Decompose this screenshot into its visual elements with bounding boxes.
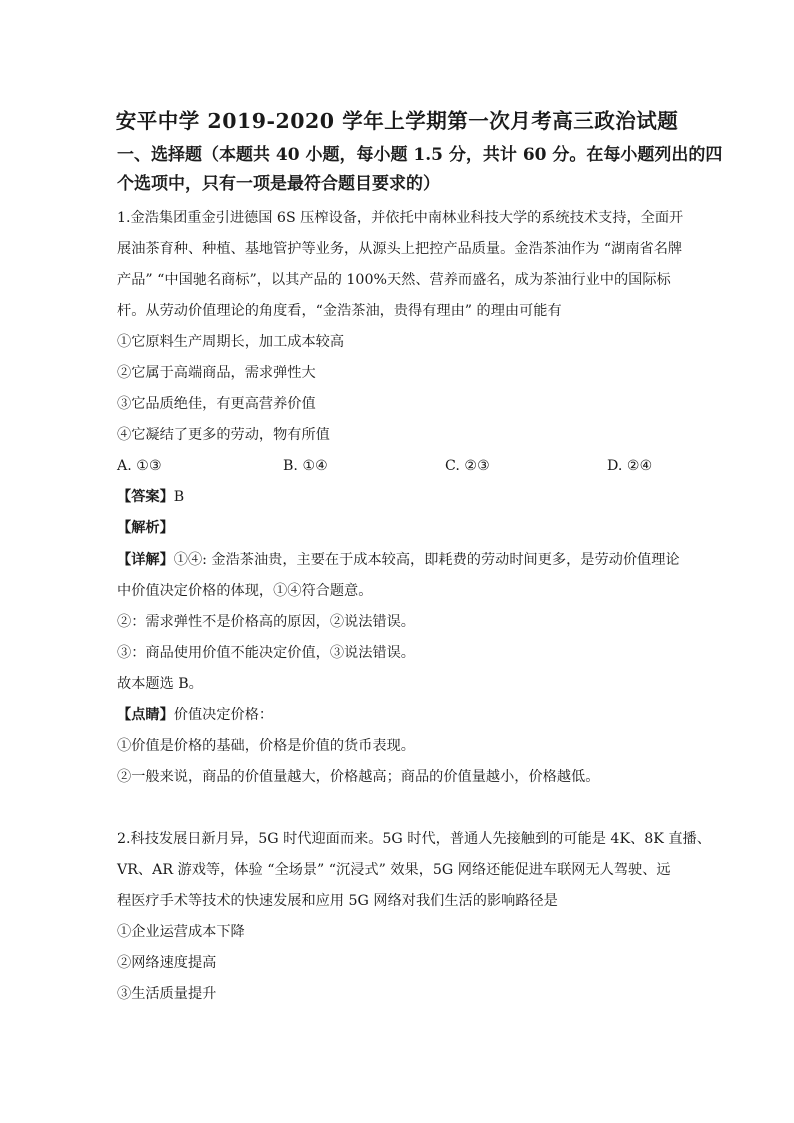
q1-detail-line: 故本题选 B。 [117, 676, 203, 692]
q2-statement: ②网络速度提高 [117, 955, 217, 971]
q1-option-a: A. ①③ [117, 458, 162, 474]
q2-stem-line: 2.科技发展日新月异，5G 时代迎面而来。5G 时代，普通人先接触到的可能是 4K、8K 直播、 [117, 831, 711, 847]
q1-stem-line: 杆。从劳动价值理论的角度看，“金浩茶油，贵得有理由” 的理由可能有 [117, 303, 562, 319]
q2-statement: ③生活质量提升 [117, 986, 217, 1002]
q1-statement: ③它品质绝佳，有更高营养价值 [117, 396, 316, 412]
q1-note-line [117, 705, 273, 725]
q2-stem-line: VR、AR 游戏等，体验 “全场景” “沉浸式” 效果，5G 网络还能促进车联网无人驾驶、远 [117, 862, 671, 878]
note-tag: 【点睛】 [117, 707, 174, 723]
detail-text: ①④: 金浩茶油贵，主要在于成本较高，即耗费的劳动时间更多，是劳动价值理论 [173, 552, 680, 568]
q1-note-line: ②一般来说，商品的价值量越大，价格越高；商品的价值量越小，价格越低。 [117, 769, 600, 785]
page-title: 安平中学 2019-2020 学年上学期第一次月考高三政治试题 [115, 109, 679, 133]
q1-answer [117, 487, 184, 507]
q1-option-c: C. ②③ [445, 458, 490, 474]
q1-stem-line: 展油茶育种、种植、基地管护等业务，从源头上把控产品质量。金浩茶油作为 “湖南省名牌 [117, 241, 683, 257]
q1-statement: ②它属于高端商品，需求弹性大 [117, 365, 316, 381]
q2-stem-line: 程医疗手术等技术的快速发展和应用 5G 网络对我们生活的影响路径是 [117, 893, 558, 909]
q1-stem-line: 产品” “中国驰名商标”，以其产品的 100%天然、营养而盛名，成为茶油行业中的国际标 [117, 272, 671, 288]
q1-detail-line: 中价值决定价格的体现，①④符合题意。 [117, 583, 373, 599]
section-heading-line-1: 一、选择题（本题共 40 小题，每小题 1.5 分，共计 60 分。在每小题列出的四 [117, 145, 723, 165]
q1-detail-line: ③：商品使用价值不能决定价值，③说法错误。 [117, 645, 415, 661]
answer-tag: 【答案】 [117, 489, 174, 505]
q1-option-b: B. ①④ [283, 458, 328, 474]
analysis-tag: 【解析】 [117, 520, 174, 536]
q1-detail-line [117, 550, 680, 570]
q1-statement: ①它原料生产周期长，加工成本较高 [117, 334, 345, 350]
q1-stem-line: 1.金浩集团重金引进德国 6S 压榨设备，并依托中南林业科技大学的系统技术支持，全面开 [117, 210, 684, 226]
q1-statement: ④它凝结了更多的劳动，物有所值 [117, 427, 330, 443]
answer-value: B [173, 489, 185, 505]
detail-tag: 【详解】 [117, 552, 174, 568]
q1-detail-line: ②：需求弹性不是价格高的原因，②说法错误。 [117, 614, 415, 630]
note-text: 价值决定价格： [173, 707, 274, 723]
section-heading-line-2: 个选项中，只有一项是最符合题目要求的） [117, 174, 440, 194]
q1-option-d: D. ②④ [607, 458, 653, 474]
q1-note-line: ①价值是价格的基础，价格是价值的货币表现。 [117, 738, 415, 754]
q2-statement: ①企业运营成本下降 [117, 924, 245, 940]
